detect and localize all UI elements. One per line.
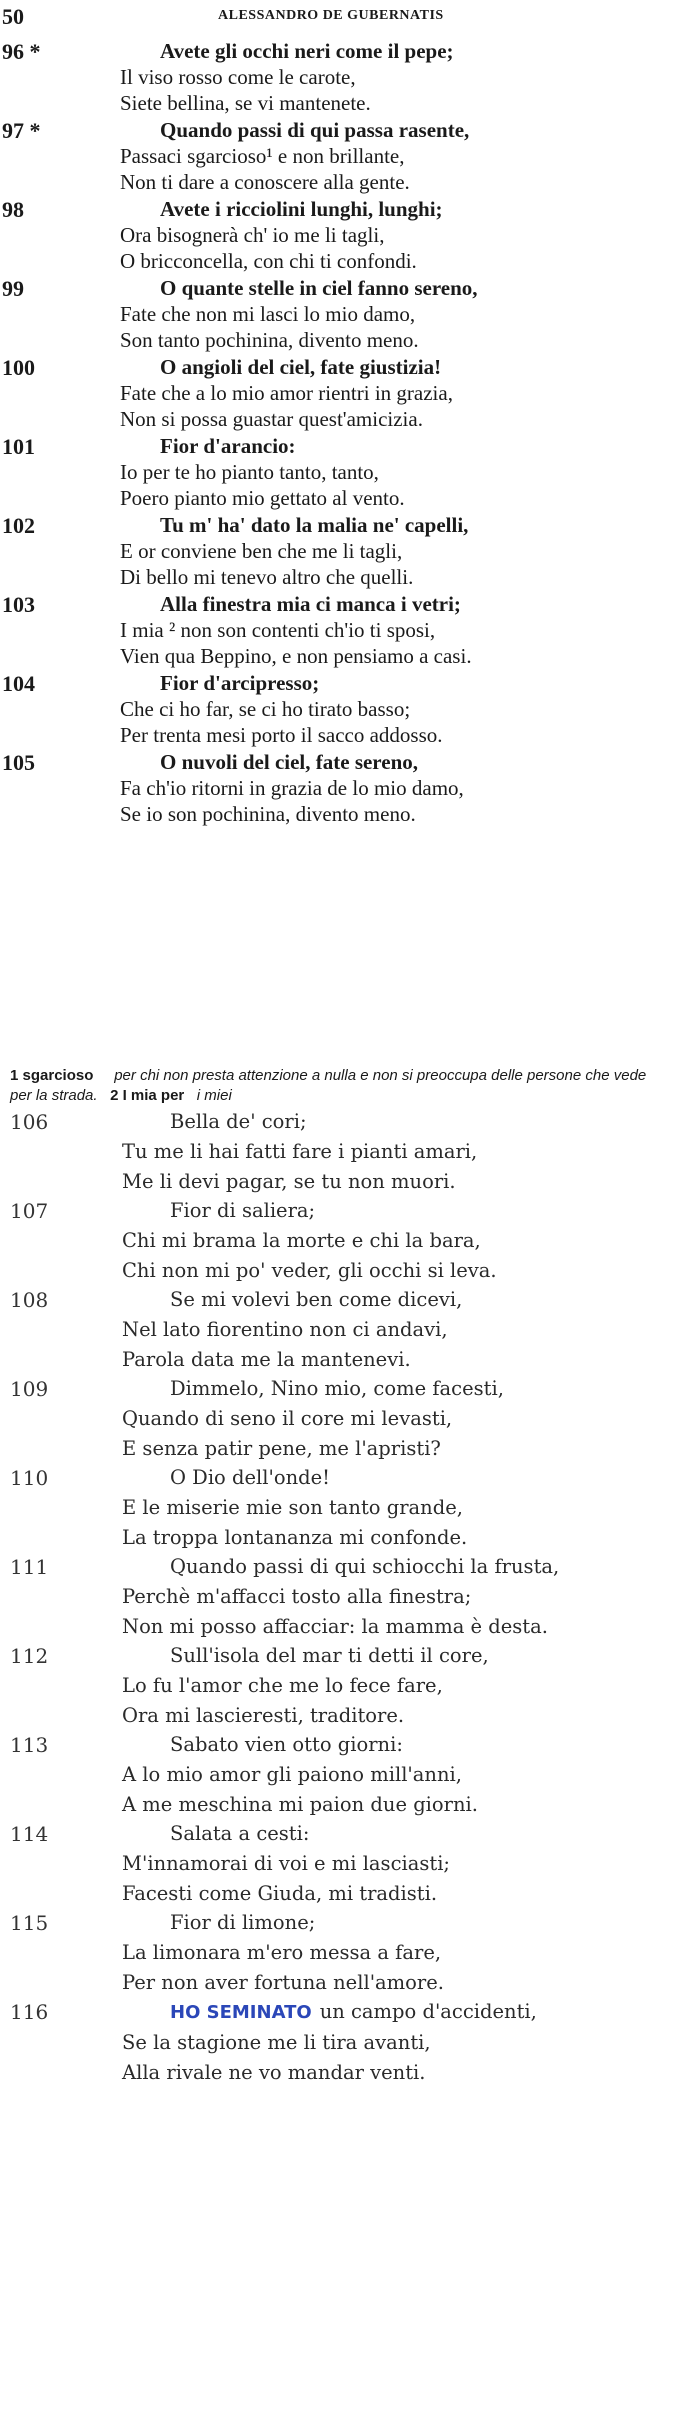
verse-line: La limonara m'ero messa a fare, [122, 1941, 442, 1964]
page-header [0, 4, 678, 30]
stanza [0, 1730, 678, 1819]
verse-line: E le miserie mie son tanto grande, [122, 1496, 463, 1519]
stanza-lines [122, 1908, 444, 1998]
verse-line: Alla finestra mia ci manca i vetri; [160, 592, 461, 616]
verse-line: E senza patir pene, me l'apristi? [122, 1437, 441, 1460]
stanza [0, 196, 678, 275]
stanza-lines [120, 38, 454, 116]
stanza-lines [120, 670, 443, 748]
verse-line: Passaci sgarcioso¹ e non brillante, [120, 144, 405, 168]
verse-line: Sull'isola del mar ti detti il core, [170, 1644, 489, 1667]
verse-line: La troppa lontananza mi confonde. [122, 1526, 468, 1549]
stanza-number: 105 [2, 750, 35, 775]
verse-line: Il viso rosso come le carote, [120, 65, 356, 89]
stanza-number: 98 [2, 197, 24, 222]
stanza-number: 107 [10, 1199, 49, 1223]
stanza-lines [122, 1997, 537, 2088]
verse-line: O quante stelle in ciel fanno sereno, [160, 276, 478, 300]
stanza-lines [122, 1107, 477, 1197]
verse-line: Io per te ho pianto tanto, tanto, [120, 460, 379, 484]
stanza-number: 115 [10, 1911, 49, 1935]
stanza-number: 116 [10, 2000, 49, 2024]
stanza-lines [122, 1730, 478, 1820]
stanza-lines [120, 196, 443, 274]
footnote-ref-1: 1 sgarcioso [10, 1067, 94, 1084]
stanza-lines [122, 1374, 504, 1464]
stanza [0, 749, 678, 828]
stanza-lines [122, 1285, 462, 1375]
verse-line: Non ti dare a conoscere alla gente. [120, 170, 410, 194]
stanza-lines [122, 1196, 497, 1286]
stanza-lines [120, 433, 405, 511]
verse-line: Non mi posso affacciar: la mamma è desta. [122, 1615, 548, 1638]
footnote [10, 1066, 670, 1106]
verse-line: Per trenta mesi porto il sacco addosso. [120, 723, 443, 747]
verse-line: Se la stagione me li tira avanti, [122, 2031, 431, 2054]
verse-line: Fate che non mi lasci lo mio damo, [120, 302, 416, 326]
stanza-lines [120, 275, 478, 353]
stanza [0, 433, 678, 512]
stanza [0, 1641, 678, 1730]
stanza-number: 97 * [2, 118, 41, 143]
page-number: 50 [2, 4, 24, 29]
verse-line: Quando passi di qui schiocchi la frusta, [170, 1555, 560, 1578]
verse-line: Tu m' ha' dato la malia ne' capelli, [160, 513, 469, 537]
stanza-lines [122, 1463, 467, 1553]
stanza [0, 275, 678, 354]
stanza-lines [122, 1552, 559, 1642]
verse-line: Alla rivale ne vo mandar venti. [122, 2061, 426, 2084]
verse-line: O bricconcella, con chi ti confondi. [120, 249, 417, 273]
stanza [0, 354, 678, 433]
verse-line: Perchè m'affacci tosto alla finestra; [122, 1585, 472, 1608]
verse-line: Quando passi di qui passa rasente, [160, 118, 470, 142]
footnote-ref-2: 2 I mia per [110, 1087, 185, 1104]
stanza-lines [120, 591, 472, 669]
stanza-lines [120, 749, 464, 827]
verse-line: Avete i ricciolini lunghi, lunghi; [160, 197, 443, 221]
verse-line: Siete bellina, se vi mantenete. [120, 91, 371, 115]
verse-line: Nel lato fiorentino non ci andavi, [122, 1318, 448, 1341]
stanza-number: 106 [10, 1110, 49, 1134]
stanza [0, 1997, 678, 2086]
stanza-lines [122, 1819, 450, 1909]
verse-line: Ora mi lascieresti, traditore. [122, 1704, 405, 1727]
verse-line: Fior di limone; [170, 1911, 316, 1934]
running-head: ALESSANDRO DE GUBERNATIS [218, 8, 444, 23]
verse-line: Avete gli occhi neri come il pepe; [160, 39, 454, 63]
stanza [0, 512, 678, 591]
stanza-number: 111 [10, 1555, 49, 1579]
stanza-number: 110 [10, 1466, 49, 1490]
handwritten-annotation: HO SEMINATO [170, 2002, 312, 2023]
verse-line: Fior di saliera; [170, 1199, 316, 1222]
verse-line: M'innamorai di voi e mi lasciasti; [122, 1852, 450, 1875]
verse-line: Tu me li hai fatti fare i pianti amari, [122, 1140, 478, 1163]
verse-line: Facesti come Giuda, mi tradisti. [122, 1882, 438, 1905]
stanza-number: 100 [2, 355, 35, 380]
stanza [0, 591, 678, 670]
verse-line: Fa ch'io ritorni in grazia de lo mio damo, [120, 776, 464, 800]
stanza-lines [122, 1641, 489, 1731]
verse-line: A me meschina mi paion due giorni. [122, 1793, 478, 1816]
verse-line: Chi non mi po' veder, gli occhi si leva. [122, 1259, 497, 1282]
stanza-number: 112 [10, 1644, 49, 1668]
top-poem-section [0, 38, 678, 828]
verse-line: Poero pianto mio gettato al vento. [120, 486, 405, 510]
verse-line: Non si possa guastar quest'amicizia. [120, 407, 423, 431]
stanza-number: 101 [2, 434, 35, 459]
verse-line: Se io son pochinina, divento meno. [120, 802, 416, 826]
verse-line: Per non aver fortuna nell'amore. [122, 1971, 444, 1994]
verse-line: Se mi volevi ben come dicevi, [170, 1288, 463, 1311]
footnote-text-2: i miei [196, 1087, 232, 1104]
stanza-lines [120, 512, 468, 590]
verse-line: O Dio dell'onde! [170, 1466, 331, 1489]
verse-line: Lo fu l'amor che me lo fece fare, [122, 1674, 443, 1697]
stanza [0, 1463, 678, 1552]
stanza [0, 1552, 678, 1641]
stanza-lines [120, 354, 453, 432]
verse-line: Ora bisognerà ch' io me li tagli, [120, 223, 385, 247]
stanza-number: 96 * [2, 39, 41, 64]
stanza [0, 1196, 678, 1285]
stanza-number: 109 [10, 1377, 49, 1401]
stanza-number: 104 [2, 671, 35, 696]
stanza-number: 108 [10, 1288, 49, 1312]
footnote-text-1: per chi non presta attenzione a nulla e non si preoccupa delle persone che vede per la strada. [10, 1067, 647, 1104]
verse-line: Son tanto pochinina, divento meno. [120, 328, 419, 352]
verse-line: A lo mio amor gli paiono mill'anni, [122, 1763, 462, 1786]
stanza [0, 38, 678, 117]
stanza [0, 1374, 678, 1463]
verse-line: Fior d'arcipresso; [160, 671, 320, 695]
verse-line: I mia ² non son contenti ch'io ti sposi, [120, 618, 436, 642]
verse-line: O nuvoli del ciel, fate sereno, [160, 750, 418, 774]
verse-line: Sabato vien otto giorni: [170, 1733, 403, 1756]
stanza [0, 1285, 678, 1374]
verse-line: Fate che a lo mio amor rientri in grazia, [120, 381, 453, 405]
verse-line: Parola data me la mantenevi. [122, 1348, 411, 1371]
verse-line: Che ci ho far, se ci ho tirato basso; [120, 697, 411, 721]
verse-line: Salata a cesti: [170, 1822, 310, 1845]
verse-line-text: un campo d'accidenti, [319, 2000, 537, 2023]
stanza [0, 1107, 678, 1196]
verse-line: Me li devi pagar, se tu non muori. [122, 1170, 456, 1193]
stanza [0, 117, 678, 196]
verse-line: Dimmelo, Nino mio, come facesti, [170, 1377, 504, 1400]
stanza [0, 1908, 678, 1997]
stanza-number: 99 [2, 276, 24, 301]
verse-line: Bella de' cori; [170, 1110, 307, 1133]
verse-line [122, 1997, 537, 2028]
verse-line: Di bello mi tenevo altro che quelli. [120, 565, 414, 589]
verse-line: O angioli del ciel, fate giustizia! [160, 355, 442, 379]
stanza-number: 103 [2, 592, 35, 617]
stanza [0, 1819, 678, 1908]
verse-line: Fior d'arancio: [160, 434, 296, 458]
verse-line: Vien qua Beppino, e non pensiamo a casi. [120, 644, 472, 668]
verse-line: Quando di seno il core mi levasti, [122, 1407, 453, 1430]
stanza-number: 114 [10, 1822, 49, 1846]
stanza-number: 113 [10, 1733, 49, 1757]
stanza-lines [120, 117, 469, 195]
bottom-poem-section [0, 1107, 678, 2086]
stanza-number: 102 [2, 513, 35, 538]
verse-line: E or conviene ben che me li tagli, [120, 539, 403, 563]
stanza [0, 670, 678, 749]
verse-line: Chi mi brama la morte e chi la bara, [122, 1229, 481, 1252]
